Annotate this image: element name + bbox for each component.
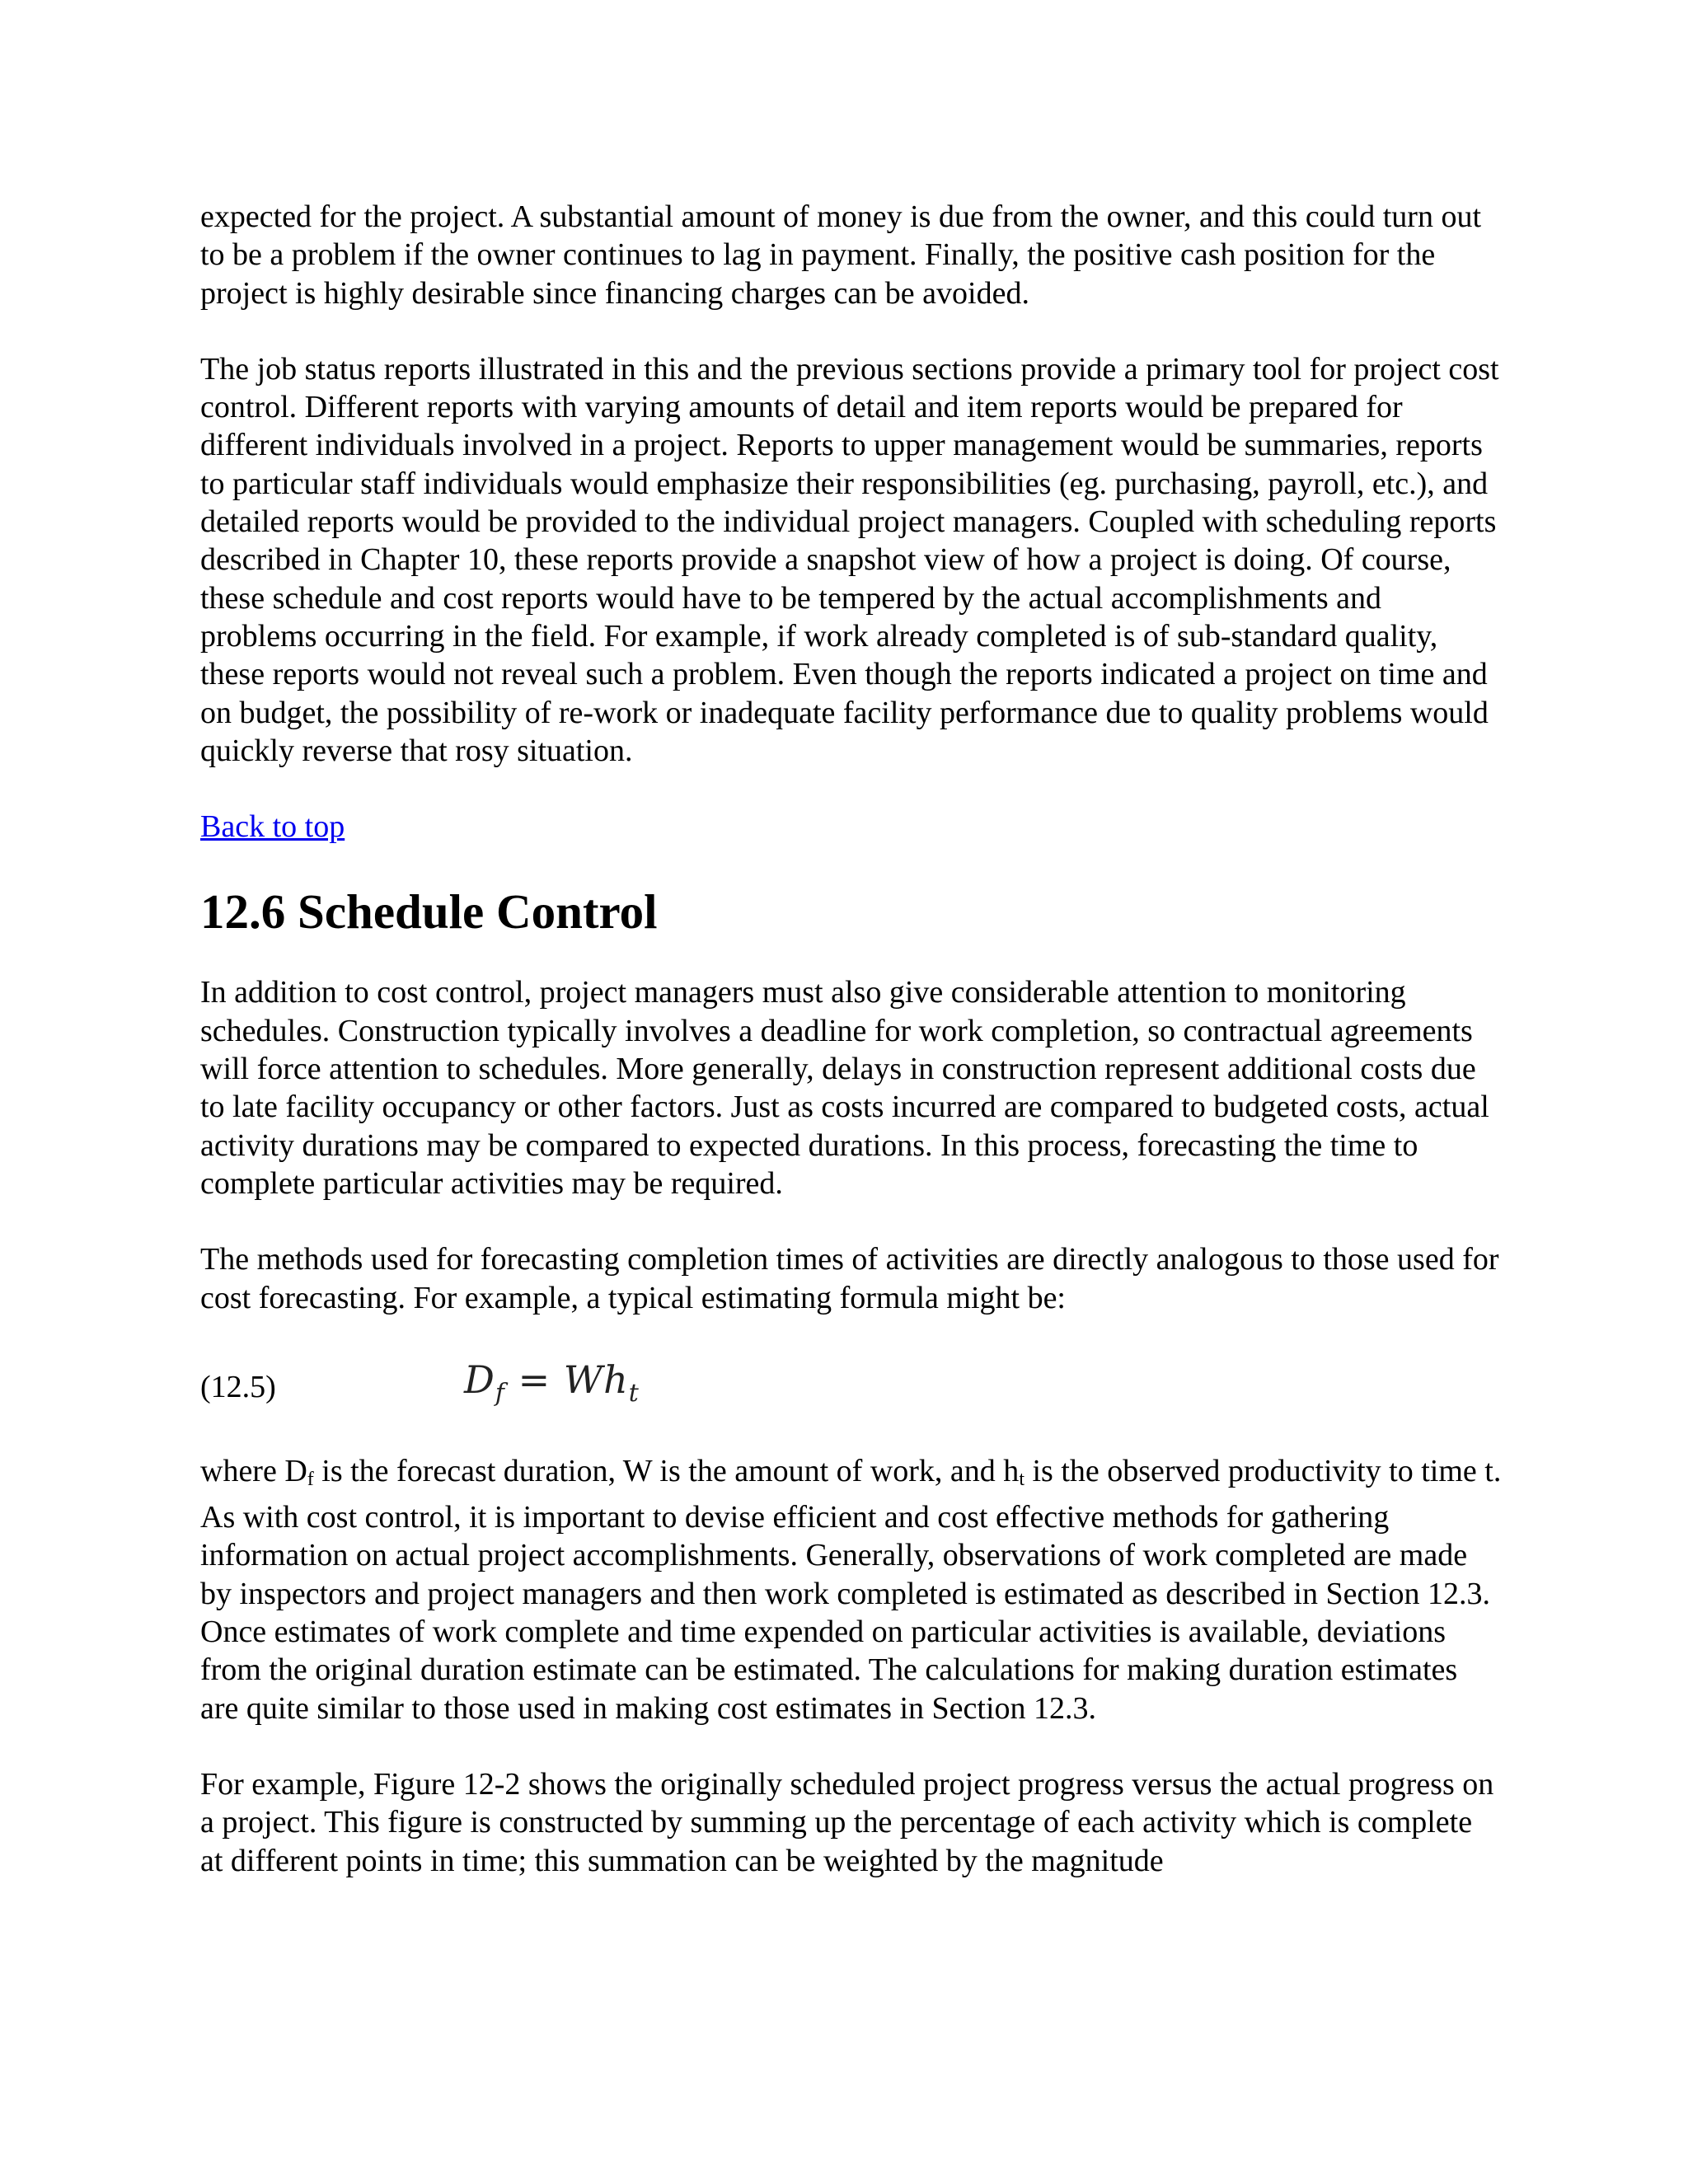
paragraph-figure-12-2: For example, Figure 12-2 shows the originally scheduled project progress versus the actual progress on a project. This figure is constructed by summing up the percentage of each activity which is complete at different points in time; this summation can be weighted by the magnitude: [200, 1766, 1494, 1878]
equation-lhs: D: [464, 1357, 495, 1402]
paragraph-forecast-duration-part3: is the observed productivity to time t. As with cost control, it is important to devise efficient and cost effective methods for gathering information on actual project accomplishments. Generally, observations of work completed are made by inspectors and project managers and then work completed is estimated as described in Section 12.3. Once estimates of work complete and time expended on particular activities is available, deviations from the original duration estimate can be estimated. The calculations for making duration estimates are quite similar to those used in making cost estimates in Section 12.3.: [200, 1453, 1502, 1726]
equation-lhs-subscript: f: [495, 1378, 505, 1408]
equation-rhs-subscript: t: [628, 1378, 640, 1408]
paragraph-forecast-duration-sub1: f: [307, 1468, 314, 1490]
document-page: [200, 198, 1503, 1880]
paragraph-forecasting-methods: The methods used for forecasting completion times of activities are directly analogous to those used for cost forecasting. For example, a typical estimating formula might be:: [200, 1242, 1499, 1315]
paragraph-schedule-monitoring: In addition to cost control, project managers must also give considerable attention to monitoring schedules. Construction typically involves a deadline for work completion, so contractual agreements will force attention to schedules. More generally, delays in construction represent additional costs due to late facility occupancy or other factors. Just as costs incurred are compared to budgeted costs, actual activity durations may be compared to expected durations. In this process, forecasting the time to complete particular activities may be required.: [200, 975, 1489, 1201]
equation-number: (12.5): [200, 1369, 276, 1404]
paragraph-forecast-duration-sub2: t: [1019, 1468, 1025, 1490]
equation-operator: =: [505, 1357, 564, 1402]
equation-row: [200, 1357, 1503, 1422]
paragraph-forecast-duration-part2: is the forecast duration, W is the amount of work, and h: [313, 1453, 1020, 1488]
paragraph-job-status-reports: The job status reports illustrated in this and the previous sections provide a primary tool for project cost control. Different reports with varying amounts of detail and item reports would be prepared for different individuals involved in a project. Reports to upper management would be summaries, reports to particular staff individuals would emphasize their responsibilities (eg. purchasing, payroll, etc.), and detailed reports would be provided to the individual project managers. Coupled with scheduling reports described in Chapter 10, these reports provide a snapshot view of how a project is doing. Of course, these schedule and cost reports would have to be tempered by the actual accomplishments and problems occurring in the field. For example, if work already completed is of sub-standard quality, these reports would not reveal such a problem. Even though the reports indicated a project on time and on budget, the possibility of re-work or inadequate facility performance due to quality problems would quickly reverse that rosy situation.: [200, 351, 1499, 768]
paragraph-forecast-duration-part1: where D: [200, 1453, 307, 1488]
paragraph-cash-position: expected for the project. A substantial amount of money is due from the owner, and this could turn out to be a problem if the owner continues to lag in payment. Finally, the positive cash position for the project is highly desirable since financing charges can be avoided.: [200, 199, 1482, 311]
equation-formula: [464, 1357, 640, 1417]
equation-rhs: Wh: [563, 1357, 629, 1402]
back-to-top-row: [200, 808, 1503, 846]
section-heading: 12.6 Schedule Control: [200, 884, 658, 940]
paragraph-forecast-duration: [200, 1452, 1503, 1727]
back-to-top-link[interactable]: Back to top: [200, 809, 345, 845]
